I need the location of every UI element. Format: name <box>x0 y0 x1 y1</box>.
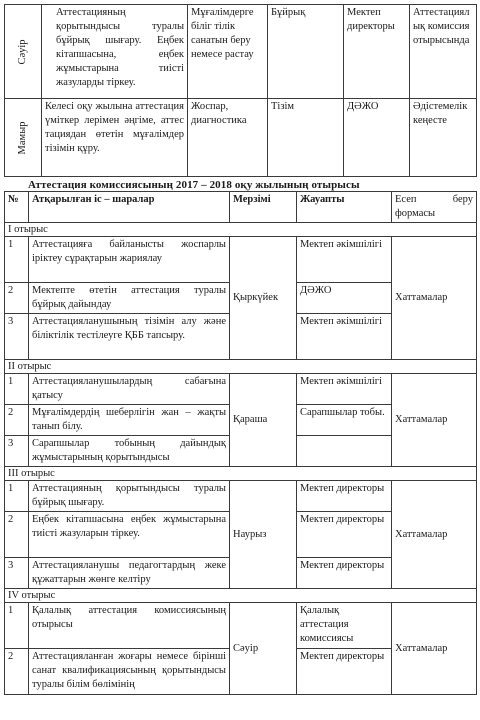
header-report: Есеп беру формасы <box>392 192 477 223</box>
row-deadline: Қыркүйек <box>230 237 297 360</box>
header-num: № <box>5 192 29 223</box>
header-activity: Атқарылған іс – шаралар <box>29 192 230 223</box>
row-responsible <box>297 436 392 467</box>
row-responsible: Мектеп әкімшілігі <box>297 314 392 360</box>
row-num: 1 <box>5 603 29 649</box>
row-responsible: ДӘЖО <box>297 283 392 314</box>
row-activity: Сарапшылар тобының дайындық жұмыстарының қорытындысы <box>29 436 230 467</box>
row-num: 2 <box>5 512 29 558</box>
row-responsible: Мектеп директоры <box>297 558 392 589</box>
deadline-cell: Жоспар, диагностика <box>188 99 268 177</box>
row-num: 1 <box>5 237 29 283</box>
executor-cell: Мектеп директоры <box>344 5 410 99</box>
row-activity: Аттестацияланушы педагогтардың жеке құжаттарын жөнге келтіру <box>29 558 230 589</box>
table-row <box>5 374 477 405</box>
row-responsible: Мектеп әкімшілігі <box>297 374 392 405</box>
task-cell: Аттестацияның қорытындысы туралы бұйрық шығару. Еңбек кітапшасына, еңбек жұмыстарына тиісті жазуларды тіркеу. <box>42 5 188 99</box>
month-cell <box>5 5 42 99</box>
row-num: 3 <box>5 436 29 467</box>
row-responsible: Мектеп әкімшілігі <box>297 237 392 283</box>
table-row <box>5 99 477 177</box>
row-activity: Аттестацияланушының тізімін алу және біліктілік тестілеуге ҚББ тапсыру. <box>29 314 230 360</box>
row-responsible: Мектеп директоры <box>297 649 392 695</box>
section-title: Аттестация комиссиясының 2017 – 2018 оқу жылының отырысы <box>28 179 360 191</box>
row-activity: Қалалық аттестация комиссиясының отырысы <box>29 603 230 649</box>
row-deadline: Сәуір <box>230 603 297 695</box>
row-num: 1 <box>5 481 29 512</box>
section-row <box>5 223 477 237</box>
top-plan-table <box>4 4 477 177</box>
row-activity: Аттестацияға байланысты жоспарлы іріктеу сұрақтарын жариялау <box>29 237 230 283</box>
deadline-cell: Мұғалімдерге біліг тілік санатын беру немесе растау <box>188 5 268 99</box>
section-row <box>5 467 477 481</box>
row-activity: Мектепте өтетін аттестация туралы бұйрық дайындау <box>29 283 230 314</box>
month-cell <box>5 99 42 177</box>
row-responsible: Мектеп директоры <box>297 481 392 512</box>
report-cell: Әдістемелік кеңесте <box>410 99 477 177</box>
row-responsible: Мектеп директоры <box>297 512 392 558</box>
row-num: 3 <box>5 314 29 360</box>
row-num: 2 <box>5 649 29 695</box>
row-deadline: Наурыз <box>230 481 297 589</box>
responsible-cell: Тізім <box>268 99 344 177</box>
row-responsible: Сарапшылар тобы. <box>297 405 392 436</box>
task-cell: Келесі оқу жылына аттестация үміткер лерімен әңгіме, аттес тациядан өтетін мұғалімдер тізімін құру. <box>42 99 188 177</box>
row-activity: Аттестацияланған жоғары немесе бірінші санат квалификациясының қорытындысы туралы білім бөлімінің <box>29 649 230 695</box>
header-deadline: Мерзімі <box>230 192 297 223</box>
row-num: 1 <box>5 374 29 405</box>
responsible-cell: Бұйрық <box>268 5 344 99</box>
row-activity: Аттестацияланушылардың сабағына қатысу <box>29 374 230 405</box>
section-label: IV отырыс <box>5 589 477 603</box>
report-cell: Аттестациялық комиссия отырысында <box>410 5 477 99</box>
section-label: III отырыс <box>5 467 477 481</box>
row-report: Хаттамалар <box>392 374 477 467</box>
month-label: Сәуір <box>17 38 28 65</box>
row-report: Хаттамалар <box>392 603 477 695</box>
row-num: 2 <box>5 283 29 314</box>
table-header-row <box>5 192 477 223</box>
section-row <box>5 360 477 374</box>
row-activity: Аттестацияның қорытындысы туралы бұйрық шығару. <box>29 481 230 512</box>
section-label: II отырыс <box>5 360 477 374</box>
section-label: I отырыс <box>5 223 477 237</box>
table-row <box>5 237 477 283</box>
section-row <box>5 589 477 603</box>
header-responsible: Жауапты <box>297 192 392 223</box>
row-report: Хаттамалар <box>392 237 477 360</box>
executor-cell: ДӘЖО <box>344 99 410 177</box>
table-row <box>5 481 477 512</box>
attestation-meetings-table <box>4 191 477 695</box>
row-num: 2 <box>5 405 29 436</box>
table-row <box>5 603 477 649</box>
table-row <box>5 5 477 99</box>
row-responsible: Қалалық аттестация комиссиясы <box>297 603 392 649</box>
row-num: 3 <box>5 558 29 589</box>
month-label: Мамыр <box>17 121 28 154</box>
row-activity: Мұғалімдердің шеберлігін жан – жақты танып білу. <box>29 405 230 436</box>
row-activity: Еңбек кітапшасына еңбек жұмыстарына тиісті жазуларын тіркеу. <box>29 512 230 558</box>
row-report: Хаттамалар <box>392 481 477 589</box>
row-deadline: Қараша <box>230 374 297 467</box>
